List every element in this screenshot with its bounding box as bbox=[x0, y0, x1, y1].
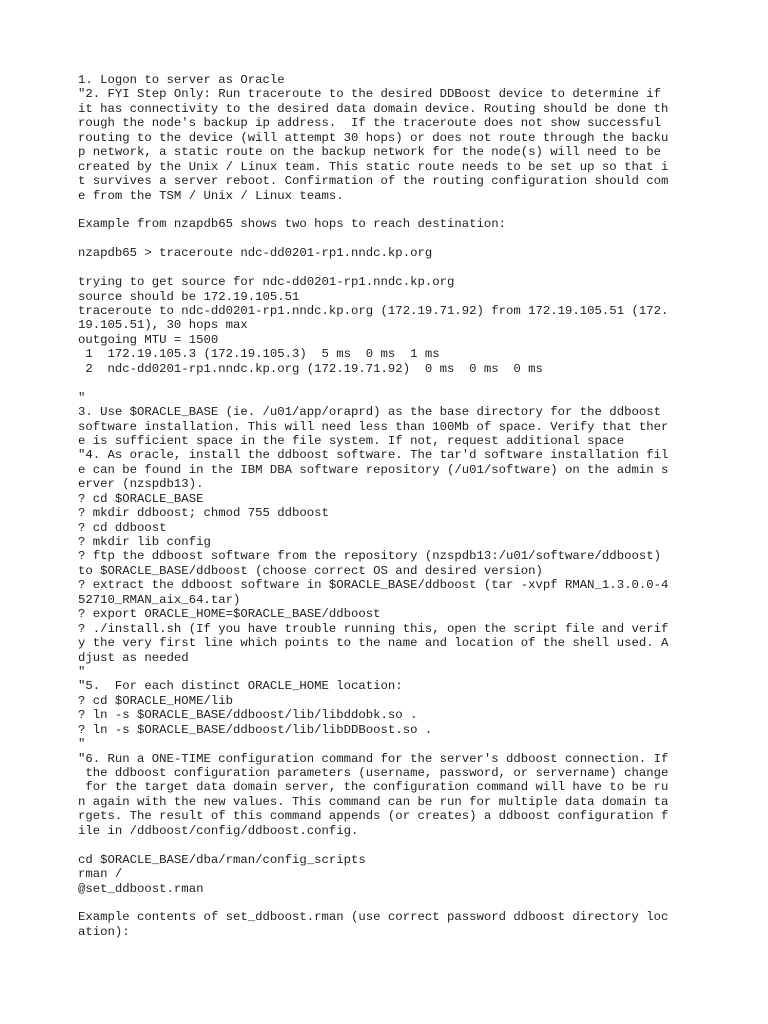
document-line: ile in /ddboost/config/ddboost.config. bbox=[78, 823, 359, 838]
document-line: e is sufficient space in the file system. If not, request additional space bbox=[78, 433, 625, 448]
document-line: n again with the new values. This command can be run for multiple data domain ta bbox=[78, 794, 669, 809]
document-line: ? mkdir lib config bbox=[78, 535, 211, 549]
document-line: ? ./install.sh (If you have trouble running this, open the script file and verif bbox=[78, 621, 669, 636]
document-line: ? cd $ORACLE_BASE bbox=[78, 491, 204, 506]
document-line: " bbox=[78, 664, 86, 679]
document-line: 1. Logon to server as Oracle bbox=[78, 73, 285, 87]
document-line: to $ORACLE_BASE/ddboost (choose correct OS and desired version) bbox=[78, 563, 543, 578]
document-line: djust as needed bbox=[78, 650, 189, 665]
document-line: " bbox=[78, 737, 86, 752]
document-line: outgoing MTU = 1500 bbox=[78, 332, 219, 347]
document-line: y the very first line which points to the name and location of the shell used. A bbox=[78, 636, 669, 651]
document-line: e can be found in the IBM DBA software repository (/u01/software) on the admin s bbox=[78, 462, 669, 477]
document-line: rough the node's backup ip address. If the traceroute does not show successful bbox=[78, 116, 661, 131]
document-line: rgets. The result of this command appends (or creates) a ddboost configuration f bbox=[78, 809, 669, 824]
document-line: Example from nzapdb65 shows two hops to reach destination: bbox=[78, 217, 507, 232]
document-line: source should be 172.19.105.51 bbox=[78, 289, 300, 304]
document-line: 3. Use $ORACLE_BASE (ie. /u01/app/oraprd) as the base directory for the ddboost bbox=[78, 405, 661, 420]
document-line: "2. FYI Step Only: Run traceroute to the desired DDBoost device to determine if bbox=[78, 87, 661, 102]
document-line: created by the Unix / Linux team. This static route needs to be set up so that i bbox=[78, 159, 669, 174]
document-line: ? extract the ddboost software in $ORACLE_BASE/ddboost (tar -xvpf RMAN_1.3.0.0-4 bbox=[78, 578, 669, 593]
document-line: "4. As oracle, install the ddboost software. The tar'd software installation fil bbox=[78, 448, 669, 463]
document-line bbox=[78, 376, 698, 390]
document-line: rman / bbox=[78, 867, 123, 882]
document-line: trying to get source for ndc-dd0201-rp1.nndc.kp.org bbox=[78, 275, 455, 290]
document-line: p network, a static route on the backup network for the node(s) will need to be bbox=[78, 145, 661, 160]
document-line: ? mkdir ddboost; chmod 755 ddboost bbox=[78, 506, 329, 521]
document-line: "5. For each distinct ORACLE_HOME location: bbox=[78, 679, 403, 694]
document-line: it has connectivity to the desired data domain device. Routing should be done th bbox=[78, 101, 669, 116]
document-line: nzapdb65 > traceroute ndc-dd0201-rp1.nndc.kp.org bbox=[78, 246, 433, 261]
document-line: ? ln -s $ORACLE_BASE/ddboost/lib/libDDBoost.so . bbox=[78, 722, 433, 737]
document-line: Example contents of set_ddboost.rman (use correct password ddboost directory loc bbox=[78, 910, 669, 925]
document-line: ation): bbox=[78, 924, 130, 939]
document-line: 19.105.51), 30 hops max bbox=[78, 318, 248, 333]
document-line: ? ftp the ddboost software from the repository (nzspdb13:/u01/software/ddboost) bbox=[78, 549, 661, 564]
document-line: ? ln -s $ORACLE_BASE/ddboost/lib/libddobk.so . bbox=[78, 708, 418, 723]
document-line bbox=[78, 838, 698, 852]
document-line bbox=[78, 896, 698, 910]
document-line: " bbox=[78, 390, 86, 405]
document-line: the ddboost configuration parameters (username, password, or servername) change bbox=[78, 766, 669, 780]
document-line: "6. Run a ONE-TIME configuration command for the server's ddboost connection. If bbox=[78, 751, 669, 766]
document-line: ? cd $ORACLE_HOME/lib bbox=[78, 693, 233, 708]
document-line: t survives a server reboot. Confirmation of the routing configuration should com bbox=[78, 174, 669, 189]
document-line: @set_ddboost.rman bbox=[78, 881, 204, 896]
document-line: 2 ndc-dd0201-rp1.nndc.kp.org (172.19.71.92) 0 ms 0 ms 0 ms bbox=[78, 361, 543, 376]
document-body bbox=[78, 73, 698, 939]
document-line: ? export ORACLE_HOME=$ORACLE_BASE/ddboost bbox=[78, 607, 381, 622]
document-line: for the target data domain server, the configuration command will have to be ru bbox=[78, 780, 669, 795]
document-line: cd $ORACLE_BASE/dba/rman/config_scripts bbox=[78, 852, 366, 867]
document-line bbox=[78, 261, 698, 275]
document-line: erver (nzspdb13). bbox=[78, 477, 204, 492]
document-line: routing to the device (will attempt 30 hops) or does not route through the backu bbox=[78, 130, 669, 145]
document-line: ? cd ddboost bbox=[78, 520, 167, 535]
document-line: 52710_RMAN_aix_64.tar) bbox=[78, 592, 241, 607]
document-line bbox=[78, 232, 698, 246]
document-line: 1 172.19.105.3 (172.19.105.3) 5 ms 0 ms 1 ms bbox=[78, 347, 440, 362]
document-line: traceroute to ndc-dd0201-rp1.nndc.kp.org (172.19.71.92) from 172.19.105.51 (172. bbox=[78, 304, 669, 318]
document-line: software installation. This will need less than 100Mb of space. Verify that ther bbox=[78, 419, 669, 434]
document-line bbox=[78, 203, 698, 217]
document-line: e from the TSM / Unix / Linux teams. bbox=[78, 188, 344, 203]
